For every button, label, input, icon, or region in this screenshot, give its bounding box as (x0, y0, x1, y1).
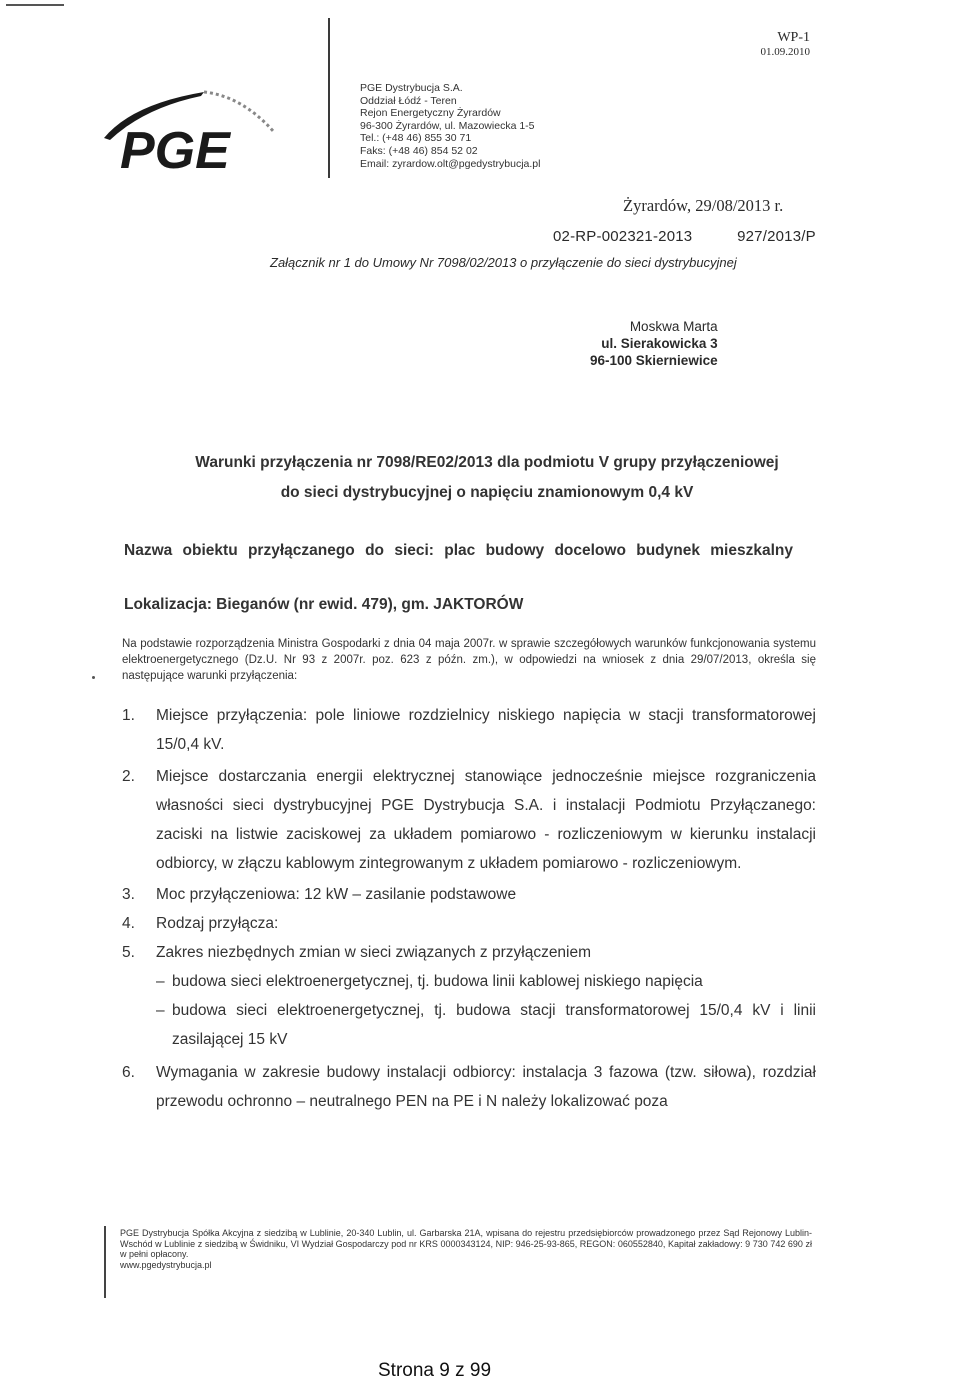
item-number: 2. (122, 768, 135, 785)
item-text: Zakres niezbędnych zmian w sieci związanych z przyłączeniem (156, 944, 592, 961)
legal-basis: Na podstawie rozporządzenia Ministra Gospodarki z dnia 04 maja 2007r. w sprawie szczegółowych warunków funkcjonowania systemu elektroenergetycznego (Dz.U. Nr 93 z 2007r. poz. 623 z późn. zm.), w odpowiedzi na wniosek z dnia 29/07/2013, określa się następujące warunki przyłączenia: (122, 638, 816, 682)
place-date: Żyrardów, 29/08/2013 r. (623, 196, 784, 215)
pge-logo (92, 82, 292, 192)
conditions-title (147, 448, 827, 508)
item-text: Miejsce przyłączenia: pole liniowe rozdzielnicy niskiego napięcia w stacji transformatorowej 15/0,4 kV. (156, 707, 816, 753)
list-item (122, 1058, 816, 1116)
conditions-title-line: do sieci dystrybucyjnej o napięciu znamionowym 0,4 kV (280, 484, 694, 501)
company-footer (120, 1228, 812, 1270)
scan-dot (92, 676, 95, 679)
branch-line: 96-300 Żyrardów, ul. Mazowiecka 1-5 (360, 119, 535, 132)
recipient-address (590, 318, 718, 369)
form-date: 01.09.2010 (760, 46, 810, 58)
form-code: WP-1 (777, 30, 810, 45)
reference-1: 02-RP-002321-2013 (553, 228, 693, 245)
header-divider (328, 18, 330, 178)
form-code-block (761, 30, 811, 60)
list-item (122, 880, 816, 909)
list-item (122, 938, 816, 1054)
object-name: Nazwa obiektu przyłączanego do sieci: plac budowy docelowo budynek mieszkalny (124, 542, 793, 559)
branch-line: Rejon Energetyczny Żyrardów (360, 107, 501, 120)
list-item (122, 701, 816, 759)
footer-divider (104, 1226, 106, 1298)
item-text: Wymagania w zakresie budowy instalacji odbiorcy: instalacja 3 fazowa (tzw. siłowa), rozdział przewodu ochronno – neutralnego PEN na PE i N należy lokalizować poza (156, 1064, 816, 1110)
sub-item (156, 967, 816, 996)
sub-item-dash: – (156, 1002, 165, 1019)
footer-website: www.pgedystrybucja.pl (120, 1259, 212, 1270)
conditions-list (122, 701, 816, 1116)
recipient-street: ul. Sierakowicka 3 (601, 336, 718, 351)
sub-item-dash: – (156, 973, 165, 990)
reference-2: 927/2013/P (737, 228, 816, 245)
item-text: Miejsce dostarczania energii elektrycznej stanowiące jednocześnie miejsce rozgraniczenia własności sieci dystrybucyjnej PGE Dystrybucja S.A. i instalacji Podmiotu Przyłączanego: zaciski na listwie zaciskowej za układem pomiarowo - rozliczeniowym w kierunku instalacji odbiorcy, w złączu kablowym zintegrowanym z układem pomiarowo - rozliczeniowym. (156, 768, 816, 872)
branch-email: Email: zyrardow.olt@pgedystrybucja.pl (360, 157, 541, 170)
branch-line: Faks: (+48 46) 854 52 02 (360, 144, 478, 157)
object-location: Lokalizacja: Bieganów (nr ewid. 479), gm. JAKTORÓW (124, 596, 524, 613)
branch-address (360, 82, 540, 170)
scan-edge-mark (6, 4, 64, 10)
logo-text: PGE (120, 122, 230, 180)
conditions-title-line: Warunki przyłączenia nr 7098/RE02/2013 dla podmiotu V grupy przyłączeniowej (195, 454, 779, 471)
page-number: Strona 9 z 99 (378, 1360, 492, 1381)
item-number: 3. (122, 886, 135, 903)
item-number: 6. (122, 1064, 135, 1081)
item-number: 4. (122, 915, 135, 932)
list-item (122, 762, 816, 878)
branch-line: Oddział Łódź - Teren (360, 94, 457, 107)
reference-numbers (553, 228, 816, 245)
sub-item-text: budowa sieci elektroenergetycznej, tj. budowa stacji transformatorowej 15/0,4 kV i linii zasilającej 15 kV (172, 1002, 816, 1048)
footer-legal: PGE Dystrybucja Spółka Akcyjna z siedzibą w Lublinie, 20-340 Lublin, ul. Garbarska 21A, wpisana do rejestru przedsiębiorców prowadzonego przez Sąd Rejonowy Lublin-Wschód w Lublinie z siedzibą w Świdniku, VI Wydział Gospodarczy pod nr KRS 0000343124, NIP: 946-25-93-865, REGON: 060552840, Kapitał zakładowy: 9 730 742 690 zł w pełni opłacony. (120, 1228, 812, 1259)
item-text: Rodzaj przyłącza: (156, 915, 279, 932)
branch-line: Tel.: (+48 46) 855 30 71 (360, 132, 472, 145)
branch-line: PGE Dystrybucja S.A. (360, 82, 463, 94)
item-number: 1. (122, 707, 135, 724)
recipient-city: 96-100 Skierniewice (590, 353, 718, 368)
annex-note: Załącznik nr 1 do Umowy Nr 7098/02/2013 o przyłączenie do sieci dystrybucyjnej (270, 255, 737, 270)
item-number: 5. (122, 944, 135, 961)
list-item (122, 909, 816, 938)
sub-item-text: budowa sieci elektroenergetycznej, tj. budowa linii kablowej niskiego napięcia (172, 973, 703, 990)
recipient-name: Moskwa Marta (629, 319, 718, 334)
sub-item (156, 996, 816, 1054)
item-text: Moc przyłączeniowa: 12 kW – zasilanie podstawowe (156, 886, 517, 903)
